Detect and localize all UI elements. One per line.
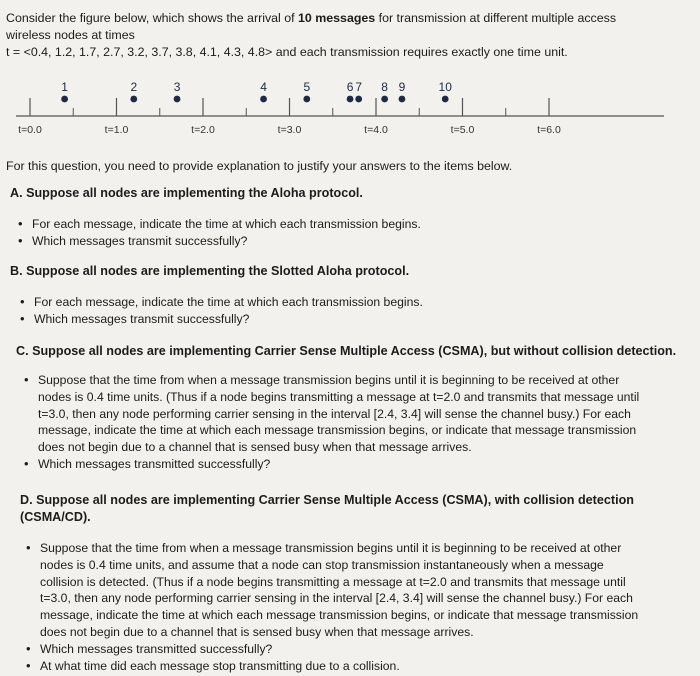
section-d-item-3: • At what time did each message stop transmitting due to a collision. bbox=[16, 658, 646, 675]
intro-line-3 bbox=[6, 44, 686, 61]
message-arrival-dot bbox=[442, 96, 449, 103]
intro-line-1a: Consider the figure below, which shows the arrival of bbox=[6, 11, 295, 25]
section-c-title: C. Suppose all nodes are implementing Carrier Sense Multiple Access (CSMA), but without collision detection. bbox=[16, 344, 677, 358]
message-label: 9 bbox=[398, 80, 406, 94]
message-label: 1 bbox=[61, 80, 68, 94]
section-a-list bbox=[8, 216, 668, 250]
arrival-timeline bbox=[0, 80, 700, 140]
section-d-item-1: • Suppose that the time from when a message transmission begins until it is beginning to be received at other nodes is 0.4 time units, and assume that a node can stop transmission instantaneously when a message collision is detected. (Thus if a node begins transmitting a message at t=2.0 and transmits that message until t=3.0, then any node performing carrier sensing in the interval [2.4, 3.4] will sense the channel busy.) For each message, indicate the time at which each message transmission begins, or indicate that message transmission does not begin due to a channel that is sensed busy when that message arrives. bbox=[16, 540, 646, 641]
section-d-title: D. Suppose all nodes are implementing Carrier Sense Multiple Access (CSMA), with collision detection (CSMA/CD). bbox=[20, 493, 634, 524]
message-label: 4 bbox=[260, 80, 267, 94]
intro-line-1 bbox=[6, 10, 686, 27]
times-prefix: t = bbox=[6, 45, 24, 59]
message-label: 5 bbox=[303, 80, 311, 94]
message-arrival-dot bbox=[347, 96, 354, 103]
section-b-item-1: • For each message, indicate the time at which each transmission begins. bbox=[10, 294, 670, 311]
message-label: 6 bbox=[346, 80, 354, 94]
message-arrival-dot bbox=[130, 96, 137, 103]
message-label: 7 bbox=[355, 80, 363, 94]
message-label: 2 bbox=[130, 80, 138, 94]
message-arrival-dot bbox=[399, 96, 406, 103]
arrival-times: <0.4, 1.2, 1.7, 2.7, 3.2, 3.7, 3.8, 4.1, 4.3, 4.8> bbox=[23, 45, 273, 59]
section-d-list bbox=[16, 540, 646, 674]
message-count: 10 messages bbox=[298, 11, 376, 25]
message-arrival-dot bbox=[61, 96, 68, 103]
intro-line-2: wireless nodes at times bbox=[6, 28, 135, 42]
message-label: 3 bbox=[173, 80, 181, 94]
section-c-list bbox=[14, 372, 650, 473]
section-a-item-1: • For each message, indicate the time at which each transmission begins. bbox=[8, 216, 668, 233]
section-c-item-1: • Suppose that the time from when a message transmission begins until it is beginning to be received at other nodes is 0.4 time units. (Thus if a node begins transmitting a message at t=2.0 and transmits that message until t=3.0, then any node performing carrier sensing in the interval [2.4, 3.4] will sense the channel busy.) For each message, indicate the time at which each message transmission begins, or indicate that message transmission does not begin due to a channel that is sensed busy when that message arrives. bbox=[14, 372, 650, 456]
timeline-tick-label: t=0.0 bbox=[18, 124, 42, 136]
timeline-tick-label: t=6.0 bbox=[537, 124, 561, 136]
intro-text bbox=[6, 10, 686, 61]
section-a-title: A. Suppose all nodes are implementing the Aloha protocol. bbox=[10, 186, 363, 200]
timeline-tick-label: t=1.0 bbox=[104, 124, 129, 136]
intro-line-3b: and each transmission requires exactly one time unit. bbox=[275, 45, 568, 59]
section-b-item-2: • Which messages transmit successfully? bbox=[10, 311, 670, 328]
section-c-item-2: • Which messages transmitted successfully? bbox=[14, 456, 650, 473]
message-label: 8 bbox=[381, 80, 388, 94]
section-b-title: B. Suppose all nodes are implementing the Slotted Aloha protocol. bbox=[10, 264, 410, 278]
section-d-item-2: • Which messages transmitted successfully? bbox=[16, 641, 646, 658]
section-b-list bbox=[10, 294, 670, 328]
message-arrival-dot bbox=[260, 96, 267, 103]
message-label: 10 bbox=[438, 80, 452, 94]
message-arrival-dot bbox=[381, 96, 388, 103]
intro-line-1b: for transmission at different multiple access bbox=[378, 11, 617, 25]
message-arrival-dot bbox=[303, 96, 310, 103]
section-a-item-2: • Which messages transmit successfully? bbox=[8, 233, 668, 250]
message-arrival-dot bbox=[174, 96, 181, 103]
timeline-tick-label: t=4.0 bbox=[364, 124, 388, 136]
message-arrival-dot bbox=[355, 96, 362, 103]
timeline-tick-label: t=3.0 bbox=[277, 124, 302, 136]
explanation-note: For this question, you need to provide explanation to justify your answers to the items below. bbox=[6, 159, 513, 173]
timeline-tick-label: t=5.0 bbox=[450, 124, 475, 136]
timeline-tick-label: t=2.0 bbox=[191, 124, 215, 136]
